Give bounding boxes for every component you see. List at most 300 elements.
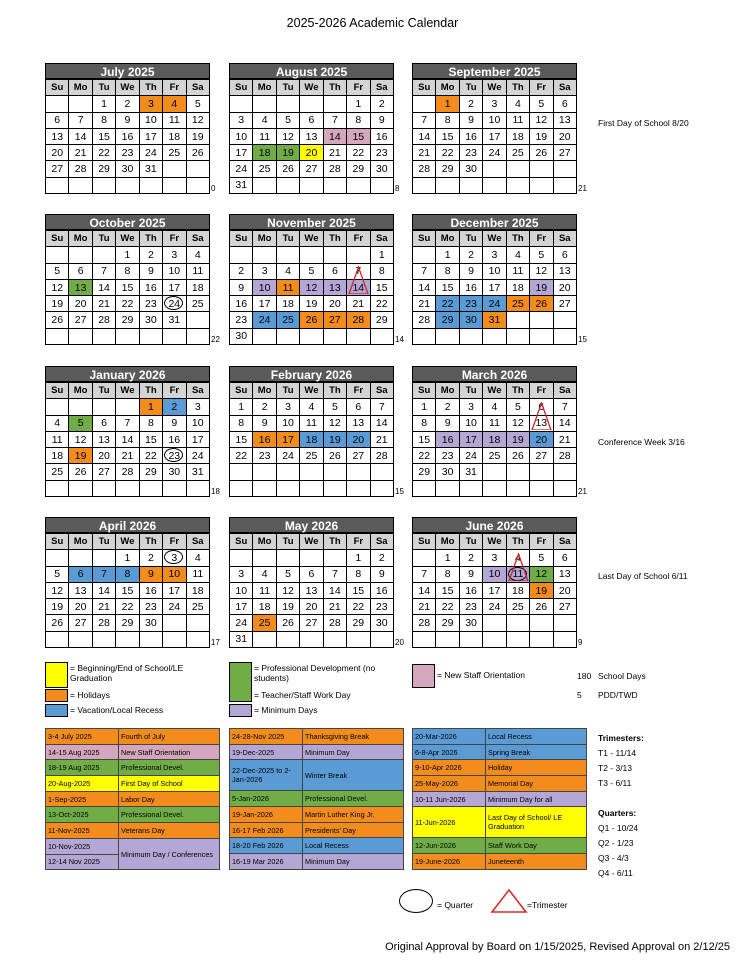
day-cell: 27 bbox=[46, 161, 69, 177]
day-header: Th bbox=[506, 534, 529, 550]
day-cell: 12 bbox=[276, 582, 299, 598]
day-header: Tu bbox=[459, 231, 482, 247]
event-row bbox=[46, 807, 220, 823]
day-cell bbox=[300, 631, 323, 647]
day-cell: 20 bbox=[69, 296, 92, 312]
day-cell bbox=[506, 464, 529, 480]
day-cell: 17 bbox=[459, 431, 482, 447]
day-cell: 25 bbox=[506, 599, 529, 615]
day-cell: 7 bbox=[92, 566, 115, 582]
day-cell: 25 bbox=[483, 448, 506, 464]
day-cell: 20 bbox=[300, 599, 323, 615]
day-cell bbox=[553, 464, 576, 480]
day-cell: 14 bbox=[553, 415, 576, 431]
day-cell: 3 bbox=[276, 399, 299, 415]
day-header: We bbox=[300, 231, 323, 247]
day-cell: 1 bbox=[347, 550, 370, 566]
day-cell bbox=[253, 96, 276, 112]
day-header: Tu bbox=[92, 534, 115, 550]
day-header: Sa bbox=[186, 231, 209, 247]
day-cell: 19 bbox=[276, 599, 299, 615]
day-cell: 20 bbox=[69, 599, 92, 615]
day-cell bbox=[506, 480, 529, 496]
day-cell: 13 bbox=[553, 112, 576, 128]
day-cell: 2 bbox=[139, 247, 162, 263]
day-header: Mo bbox=[253, 383, 276, 399]
event-row bbox=[230, 822, 404, 838]
day-cell: 21 bbox=[92, 599, 115, 615]
event-date: 16-17 Feb 2026 bbox=[230, 822, 303, 838]
quarter-item: Q1 - 10/24 bbox=[598, 823, 639, 833]
day-cell: 22 bbox=[347, 599, 370, 615]
event-row bbox=[46, 838, 220, 854]
event-date: 6-8-Apr 2026 bbox=[413, 744, 486, 760]
day-header: We bbox=[483, 534, 506, 550]
day-cell: 30 bbox=[370, 615, 393, 631]
day-cell: 10 bbox=[163, 566, 186, 582]
day-cell: 19 bbox=[530, 279, 553, 295]
day-cell: 6 bbox=[553, 96, 576, 112]
day-cell: 11 bbox=[46, 431, 69, 447]
day-header: Su bbox=[413, 80, 436, 96]
day-cell bbox=[323, 177, 346, 193]
day-cell: 16 bbox=[370, 582, 393, 598]
day-header: Su bbox=[230, 534, 253, 550]
day-cell: 21 bbox=[370, 431, 393, 447]
day-cell: 12 bbox=[323, 415, 346, 431]
quarter-marker-icon bbox=[508, 567, 527, 581]
event-date: 12-14 Nov 2025 bbox=[46, 854, 119, 870]
day-cell: 8 bbox=[92, 112, 115, 128]
event-row bbox=[230, 744, 404, 760]
day-cell: 1 bbox=[436, 550, 459, 566]
day-cell bbox=[163, 177, 186, 193]
day-cell: 28 bbox=[92, 615, 115, 631]
event-name: Juneteenth bbox=[486, 854, 587, 870]
day-cell bbox=[230, 247, 253, 263]
day-cell: 4 bbox=[253, 566, 276, 582]
day-cell bbox=[300, 464, 323, 480]
day-cell bbox=[116, 631, 139, 647]
day-cell: 13 bbox=[300, 128, 323, 144]
day-cell: 3 bbox=[483, 96, 506, 112]
day-cell bbox=[186, 328, 209, 344]
day-cell: 1 bbox=[139, 399, 162, 415]
event-name: Professional Devel. bbox=[119, 807, 220, 823]
day-cell: 30 bbox=[459, 161, 482, 177]
day-cell bbox=[436, 177, 459, 193]
event-date: 11-Nov-2025 bbox=[46, 823, 119, 839]
day-cell: 6 bbox=[69, 566, 92, 582]
day-cell: 25 bbox=[253, 161, 276, 177]
event-date: 19-June-2026 bbox=[413, 854, 486, 870]
month-calendar bbox=[229, 517, 394, 648]
day-header: Mo bbox=[253, 80, 276, 96]
day-cell bbox=[483, 464, 506, 480]
event-row bbox=[413, 776, 587, 792]
legend-swatch-orange bbox=[45, 689, 68, 702]
event-row bbox=[230, 791, 404, 807]
day-cell: 23 bbox=[459, 599, 482, 615]
event-row bbox=[413, 729, 587, 745]
day-cell: 6 bbox=[92, 415, 115, 431]
day-cell: 27 bbox=[69, 615, 92, 631]
day-cell: 12 bbox=[506, 415, 529, 431]
day-cell: 20 bbox=[553, 279, 576, 295]
event-date: 10-Nov-2025 bbox=[46, 838, 119, 854]
day-cell bbox=[436, 631, 459, 647]
day-cell bbox=[483, 177, 506, 193]
day-cell: 3 bbox=[253, 263, 276, 279]
day-cell: 8 bbox=[139, 415, 162, 431]
day-cell: 4 bbox=[253, 112, 276, 128]
month-calendar bbox=[45, 214, 210, 345]
day-cell bbox=[46, 480, 69, 496]
day-cell: 24 bbox=[459, 448, 482, 464]
day-header: Th bbox=[506, 80, 529, 96]
event-name: Memorial Day bbox=[486, 776, 587, 792]
day-header: Th bbox=[139, 231, 162, 247]
school-day-count: 15 bbox=[395, 487, 404, 496]
day-cell bbox=[116, 399, 139, 415]
day-cell: 4 bbox=[276, 263, 299, 279]
day-cell: 21 bbox=[347, 296, 370, 312]
day-header: Th bbox=[139, 534, 162, 550]
day-header: Sa bbox=[186, 383, 209, 399]
day-header: Fr bbox=[530, 231, 553, 247]
day-cell: 19 bbox=[506, 431, 529, 447]
day-header: Th bbox=[139, 383, 162, 399]
day-cell: 17 bbox=[230, 599, 253, 615]
day-cell: 23 bbox=[116, 145, 139, 161]
event-name: Last Day of School/ LE Graduation bbox=[486, 807, 587, 838]
day-cell: 8 bbox=[347, 112, 370, 128]
day-cell: 10 bbox=[230, 582, 253, 598]
event-date: 20-Mar-2026 bbox=[413, 729, 486, 745]
day-header: Fr bbox=[530, 534, 553, 550]
day-cell: 30 bbox=[163, 464, 186, 480]
day-cell: 26 bbox=[530, 296, 553, 312]
day-cell: 25 bbox=[46, 464, 69, 480]
day-cell: 13 bbox=[46, 128, 69, 144]
day-cell bbox=[506, 312, 529, 328]
day-cell bbox=[300, 480, 323, 496]
event-name: Minimum Day for all bbox=[486, 791, 587, 807]
day-cell bbox=[253, 247, 276, 263]
day-cell: 21 bbox=[553, 431, 576, 447]
day-header: Fr bbox=[347, 80, 370, 96]
day-cell: 22 bbox=[116, 296, 139, 312]
day-cell: 31 bbox=[186, 464, 209, 480]
day-cell bbox=[323, 328, 346, 344]
day-cell: 24 bbox=[230, 615, 253, 631]
quarter-marker-icon bbox=[164, 448, 183, 462]
quarter-marker-icon bbox=[164, 550, 183, 564]
approval-footer: Original Approval by Board on 1/15/2025, Revised Approval on 2/12/25 bbox=[385, 941, 730, 953]
school-day-count: 22 bbox=[211, 335, 220, 344]
day-cell bbox=[553, 480, 576, 496]
day-cell: 8 bbox=[116, 566, 139, 582]
day-cell: 28 bbox=[116, 464, 139, 480]
event-name: Spring Break bbox=[486, 744, 587, 760]
quarter-marker-icon bbox=[164, 296, 183, 310]
day-cell: 30 bbox=[139, 312, 162, 328]
day-cell bbox=[347, 464, 370, 480]
month-calendar bbox=[412, 366, 577, 497]
event-date: 11-Jun-2026 bbox=[413, 807, 486, 838]
school-days-count: 180 bbox=[577, 671, 592, 681]
day-cell: 13 bbox=[300, 582, 323, 598]
day-cell bbox=[253, 550, 276, 566]
day-cell: 18 bbox=[46, 448, 69, 464]
day-header: Fr bbox=[530, 80, 553, 96]
day-cell bbox=[459, 177, 482, 193]
day-cell: 2 bbox=[459, 96, 482, 112]
day-cell: 2 bbox=[370, 96, 393, 112]
day-cell: 28 bbox=[92, 312, 115, 328]
day-cell: 29 bbox=[413, 464, 436, 480]
month-title: July 2025 bbox=[45, 63, 210, 79]
day-cell: 6 bbox=[553, 247, 576, 263]
day-cell: 19 bbox=[46, 599, 69, 615]
day-cell bbox=[553, 177, 576, 193]
day-header: We bbox=[300, 383, 323, 399]
day-cell: 9 bbox=[139, 263, 162, 279]
day-cell: 18 bbox=[253, 145, 276, 161]
day-cell: 24 bbox=[163, 599, 186, 615]
day-cell: 25 bbox=[186, 296, 209, 312]
legend-min-days: = Minimum Days bbox=[254, 705, 318, 715]
day-cell: 10 bbox=[483, 112, 506, 128]
day-cell bbox=[163, 328, 186, 344]
day-cell: 30 bbox=[230, 328, 253, 344]
day-cell: 26 bbox=[186, 145, 209, 161]
day-cell bbox=[69, 480, 92, 496]
day-cell: 19 bbox=[323, 431, 346, 447]
day-cell: 22 bbox=[347, 145, 370, 161]
day-header: Tu bbox=[92, 80, 115, 96]
day-cell: 22 bbox=[139, 448, 162, 464]
day-cell: 2 bbox=[459, 247, 482, 263]
day-cell: 29 bbox=[139, 464, 162, 480]
day-cell: 15 bbox=[436, 582, 459, 598]
day-cell: 11 bbox=[483, 415, 506, 431]
day-cell bbox=[46, 328, 69, 344]
day-header: Sa bbox=[553, 383, 576, 399]
day-cell: 12 bbox=[276, 128, 299, 144]
event-row bbox=[230, 854, 404, 870]
day-cell: 21 bbox=[92, 296, 115, 312]
day-cell: 23 bbox=[139, 296, 162, 312]
day-cell: 7 bbox=[413, 263, 436, 279]
event-date: 22-Dec-2025 to 2-Jan-2026 bbox=[230, 760, 303, 791]
event-date: 12-Jun-2026 bbox=[413, 838, 486, 854]
day-cell: 11 bbox=[186, 263, 209, 279]
day-cell: 29 bbox=[347, 615, 370, 631]
day-cell: 6 bbox=[69, 263, 92, 279]
day-cell bbox=[300, 328, 323, 344]
day-cell: 18 bbox=[276, 296, 299, 312]
day-cell: 16 bbox=[370, 128, 393, 144]
day-cell bbox=[553, 631, 576, 647]
school-days-label: School Days bbox=[598, 671, 646, 681]
day-cell bbox=[530, 615, 553, 631]
day-cell: 29 bbox=[436, 312, 459, 328]
day-cell bbox=[300, 177, 323, 193]
day-cell: 30 bbox=[116, 161, 139, 177]
day-cell: 6 bbox=[300, 566, 323, 582]
day-cell bbox=[69, 177, 92, 193]
day-cell bbox=[413, 247, 436, 263]
day-cell: 19 bbox=[300, 296, 323, 312]
event-date: 10-11 Jun-2026 bbox=[413, 791, 486, 807]
day-header: We bbox=[483, 231, 506, 247]
event-name: Minimum Day bbox=[303, 854, 404, 870]
day-cell: 5 bbox=[186, 96, 209, 112]
day-cell: 12 bbox=[530, 566, 553, 582]
day-cell: 3 bbox=[230, 566, 253, 582]
day-cell: 13 bbox=[347, 415, 370, 431]
day-cell bbox=[116, 177, 139, 193]
day-cell bbox=[92, 177, 115, 193]
day-cell: 2 bbox=[116, 96, 139, 112]
school-day-count: 21 bbox=[578, 184, 587, 193]
day-cell: 26 bbox=[276, 615, 299, 631]
day-header: Mo bbox=[69, 383, 92, 399]
day-cell bbox=[139, 480, 162, 496]
day-cell: 4 bbox=[186, 247, 209, 263]
day-cell bbox=[92, 399, 115, 415]
event-date: 1-Sep-2025 bbox=[46, 791, 119, 807]
day-cell: 1 bbox=[230, 399, 253, 415]
day-cell: 26 bbox=[530, 145, 553, 161]
day-cell bbox=[253, 631, 276, 647]
day-cell: 14 bbox=[92, 582, 115, 598]
day-cell: 24 bbox=[483, 296, 506, 312]
day-cell: 8 bbox=[370, 263, 393, 279]
day-cell: 19 bbox=[530, 582, 553, 598]
day-cell: 12 bbox=[300, 279, 323, 295]
day-cell: 18 bbox=[253, 599, 276, 615]
day-header: Mo bbox=[69, 80, 92, 96]
day-cell: 20 bbox=[347, 431, 370, 447]
day-header: We bbox=[483, 383, 506, 399]
day-cell bbox=[347, 631, 370, 647]
day-cell bbox=[276, 96, 299, 112]
day-cell: 9 bbox=[436, 415, 459, 431]
day-cell: 9 bbox=[139, 566, 162, 582]
day-cell: 7 bbox=[92, 263, 115, 279]
month-title: January 2026 bbox=[45, 366, 210, 382]
day-header: Th bbox=[323, 231, 346, 247]
day-cell: 9 bbox=[230, 279, 253, 295]
day-cell: 27 bbox=[300, 615, 323, 631]
event-date: 3-4 July 2025 bbox=[46, 729, 119, 745]
day-header: Th bbox=[323, 534, 346, 550]
day-cell: 1 bbox=[436, 247, 459, 263]
day-cell: 15 bbox=[139, 431, 162, 447]
day-cell: 6 bbox=[347, 399, 370, 415]
event-date: 18-20 Feb 2026 bbox=[230, 838, 303, 854]
day-cell bbox=[370, 328, 393, 344]
legend-prof-dev: = Professional Development (no students) bbox=[254, 663, 376, 683]
day-cell bbox=[530, 312, 553, 328]
day-cell: 1 bbox=[92, 96, 115, 112]
month-calendar bbox=[412, 517, 577, 648]
day-cell: 11 bbox=[506, 112, 529, 128]
day-cell: 10 bbox=[139, 112, 162, 128]
day-cell: 13 bbox=[69, 582, 92, 598]
day-header: Tu bbox=[92, 231, 115, 247]
day-cell: 7 bbox=[413, 566, 436, 582]
day-cell: 7 bbox=[323, 566, 346, 582]
day-cell: 25 bbox=[253, 615, 276, 631]
day-cell: 19 bbox=[276, 145, 299, 161]
day-header: Th bbox=[323, 80, 346, 96]
day-cell: 17 bbox=[186, 431, 209, 447]
day-cell: 15 bbox=[347, 582, 370, 598]
day-cell bbox=[46, 399, 69, 415]
day-cell bbox=[370, 631, 393, 647]
day-cell bbox=[413, 480, 436, 496]
event-date: 19-Dec-2025 bbox=[230, 744, 303, 760]
day-cell: 4 bbox=[300, 399, 323, 415]
day-cell: 27 bbox=[347, 448, 370, 464]
day-cell: 27 bbox=[553, 599, 576, 615]
quarter-symbol-label: = Quarter bbox=[437, 900, 474, 910]
day-cell: 10 bbox=[276, 415, 299, 431]
day-cell: 8 bbox=[436, 263, 459, 279]
month-calendar bbox=[229, 214, 394, 345]
day-cell: 8 bbox=[436, 112, 459, 128]
day-cell bbox=[300, 550, 323, 566]
day-cell: 5 bbox=[530, 550, 553, 566]
day-cell: 26 bbox=[46, 615, 69, 631]
day-cell: 20 bbox=[530, 431, 553, 447]
day-cell: 25 bbox=[300, 448, 323, 464]
day-cell: 29 bbox=[116, 312, 139, 328]
day-cell: 14 bbox=[92, 279, 115, 295]
school-day-count: 17 bbox=[211, 638, 220, 647]
day-header: Fr bbox=[530, 383, 553, 399]
event-name: Holiday bbox=[486, 760, 587, 776]
day-header: Fr bbox=[347, 231, 370, 247]
day-cell: 28 bbox=[413, 615, 436, 631]
day-cell: 12 bbox=[46, 279, 69, 295]
day-cell: 30 bbox=[459, 615, 482, 631]
day-cell: 16 bbox=[253, 431, 276, 447]
day-cell: 29 bbox=[116, 615, 139, 631]
day-cell: 31 bbox=[483, 312, 506, 328]
day-cell bbox=[300, 247, 323, 263]
day-cell bbox=[69, 328, 92, 344]
event-row bbox=[413, 854, 587, 870]
day-cell: 22 bbox=[370, 296, 393, 312]
day-cell bbox=[69, 247, 92, 263]
day-cell bbox=[69, 399, 92, 415]
day-cell: 8 bbox=[230, 415, 253, 431]
event-name: Professional Devel. bbox=[119, 760, 220, 776]
day-cell bbox=[46, 631, 69, 647]
day-cell: 10 bbox=[459, 415, 482, 431]
day-cell: 24 bbox=[253, 312, 276, 328]
day-cell: 9 bbox=[370, 112, 393, 128]
day-cell: 26 bbox=[506, 448, 529, 464]
day-cell: 15 bbox=[92, 128, 115, 144]
day-cell: 19 bbox=[46, 296, 69, 312]
day-cell: 11 bbox=[253, 582, 276, 598]
day-cell: 29 bbox=[370, 312, 393, 328]
